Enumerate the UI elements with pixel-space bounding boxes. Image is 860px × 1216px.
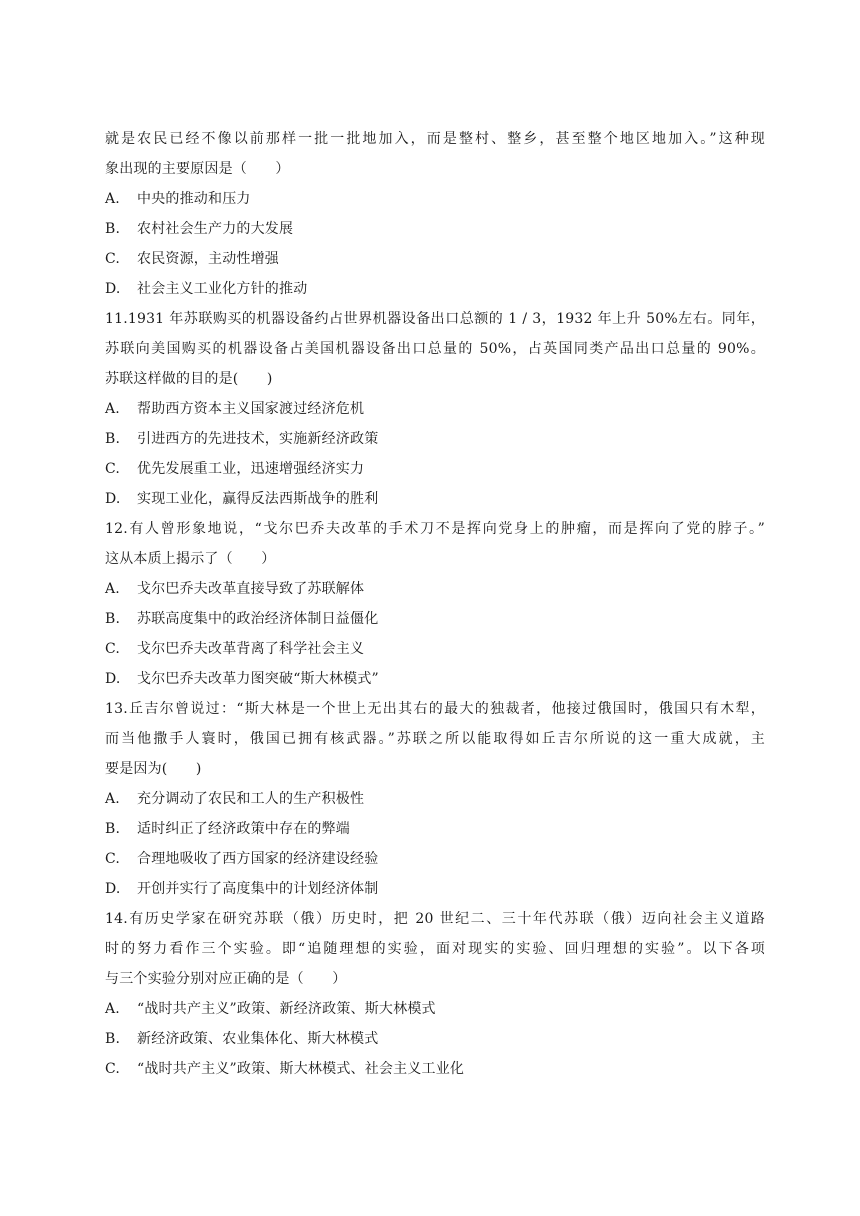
question-14: [105, 904, 765, 1084]
option-text: “战时共产主义”政策、新经济政策、斯大林模式: [137, 1001, 436, 1017]
option-c: [105, 844, 765, 874]
option-letter: C.: [105, 251, 121, 267]
option-letter: A.: [105, 1001, 120, 1017]
question-text-line: 苏联向美国购买的机器设备占美国机器设备出口总量的 50%，占英国同类产品出口总量的 90%。: [105, 341, 765, 357]
option-letter: B.: [105, 611, 121, 627]
option-c: [105, 634, 765, 664]
question-text-line: 这从本质上揭示了（ ）: [105, 551, 276, 567]
option-a: [105, 394, 765, 424]
option-text: 苏联高度集中的政治经济体制日益僵化: [137, 611, 379, 627]
option-d: [105, 664, 765, 694]
question-text-line: 时的努力看作三个实验。即“追随理想的实验，面对现实的实验、回归理想的实验”。以下各项: [105, 941, 765, 957]
option-text: 戈尔巴乔夫改革背离了科学社会主义: [137, 641, 365, 657]
option-text: 农村社会生产力的大发展: [137, 221, 294, 237]
option-letter: D.: [105, 881, 121, 897]
option-b: [105, 604, 765, 634]
option-letter: C.: [105, 641, 121, 657]
option-c: [105, 244, 765, 274]
question-text-line: 苏联这样做的目的是( ): [105, 371, 273, 387]
exam-page: [105, 124, 765, 1084]
option-letter: C.: [105, 1061, 121, 1077]
question-13: [105, 694, 765, 904]
option-letter: B.: [105, 1031, 121, 1047]
option-text: 中央的推动和压力: [137, 191, 251, 207]
option-b: [105, 814, 765, 844]
question-11: [105, 304, 765, 514]
option-letter: D.: [105, 671, 121, 687]
option-c: [105, 1054, 765, 1084]
question-10-continuation: [105, 124, 765, 304]
option-text: 开创并实行了高度集中的计划经济体制: [137, 881, 379, 897]
question-text-line: 与三个实验分别对应正确的是（ ）: [105, 971, 347, 987]
question-text-line: 11.1931 年苏联购买的机器设备约占世界机器设备出口总额的 1 / 3，1932 年上升 50%左右。同年，: [105, 311, 765, 327]
option-c: [105, 454, 765, 484]
option-text: 新经济政策、农业集体化、斯大林模式: [137, 1031, 379, 1047]
option-text: 实现工业化，赢得反法西斯战争的胜利: [137, 491, 379, 507]
option-letter: A.: [105, 581, 120, 597]
option-a: [105, 184, 765, 214]
question-text-line: 13.丘吉尔曾说过：“斯大林是一个世上无出其右的最大的独裁者，他接过俄国时，俄国只有木犁，: [105, 701, 765, 717]
option-text: 帮助西方资本主义国家渡过经济危机: [137, 401, 365, 417]
option-letter: A.: [105, 401, 120, 417]
option-text: 戈尔巴乔夫改革直接导致了苏联解体: [137, 581, 365, 597]
question-text-line: 而当他撒手人寰时，俄国已拥有核武器。”苏联之所以能取得如丘吉尔所说的这一重大成就，主: [105, 731, 765, 747]
option-b: [105, 424, 765, 454]
option-text: 合理地吸收了西方国家的经济建设经验: [137, 851, 379, 867]
question-text-line: 象出现的主要原因是（ ）: [105, 161, 290, 177]
option-text: 戈尔巴乔夫改革力图突破“斯大林模式”: [137, 671, 379, 687]
option-letter: C.: [105, 461, 121, 477]
option-letter: B.: [105, 821, 121, 837]
option-d: [105, 874, 765, 904]
option-b: [105, 214, 765, 244]
option-letter: D.: [105, 281, 121, 297]
option-text: 优先发展重工业，迅速增强经济实力: [137, 461, 365, 477]
option-a: [105, 784, 765, 814]
option-letter: A.: [105, 791, 120, 807]
option-letter: C.: [105, 851, 121, 867]
option-d: [105, 274, 765, 304]
option-letter: D.: [105, 491, 121, 507]
option-a: [105, 994, 765, 1024]
option-letter: B.: [105, 431, 121, 447]
option-text: 适时纠正了经济政策中存在的弊端: [137, 821, 350, 837]
option-letter: A.: [105, 191, 120, 207]
question-12: [105, 514, 765, 694]
option-text: 引进西方的先进技术，实施新经济政策: [137, 431, 379, 447]
option-letter: B.: [105, 221, 121, 237]
question-text-line: 就是农民已经不像以前那样一批一批地加入，而是整村、整乡，甚至整个地区地加入。”这种现: [105, 131, 765, 147]
option-text: 充分调动了农民和工人的生产积极性: [137, 791, 365, 807]
question-text-line: 12.有人曾形象地说，“戈尔巴乔夫改革的手术刀不是挥向党身上的肿瘤，而是挥向了党的脖子。”: [105, 521, 765, 537]
option-text: 农民资源，主动性增强: [137, 251, 279, 267]
option-text: 社会主义工业化方针的推动: [137, 281, 308, 297]
option-b: [105, 1024, 765, 1054]
question-text-line: 14.有历史学家在研究苏联（俄）历史时，把 20 世纪二、三十年代苏联（俄）迈向社会主义道路: [105, 911, 765, 927]
question-text-line: 要是因为( ): [105, 761, 202, 777]
option-d: [105, 484, 765, 514]
option-text: “战时共产主义”政策、斯大林模式、社会主义工业化: [137, 1061, 465, 1077]
option-a: [105, 574, 765, 604]
